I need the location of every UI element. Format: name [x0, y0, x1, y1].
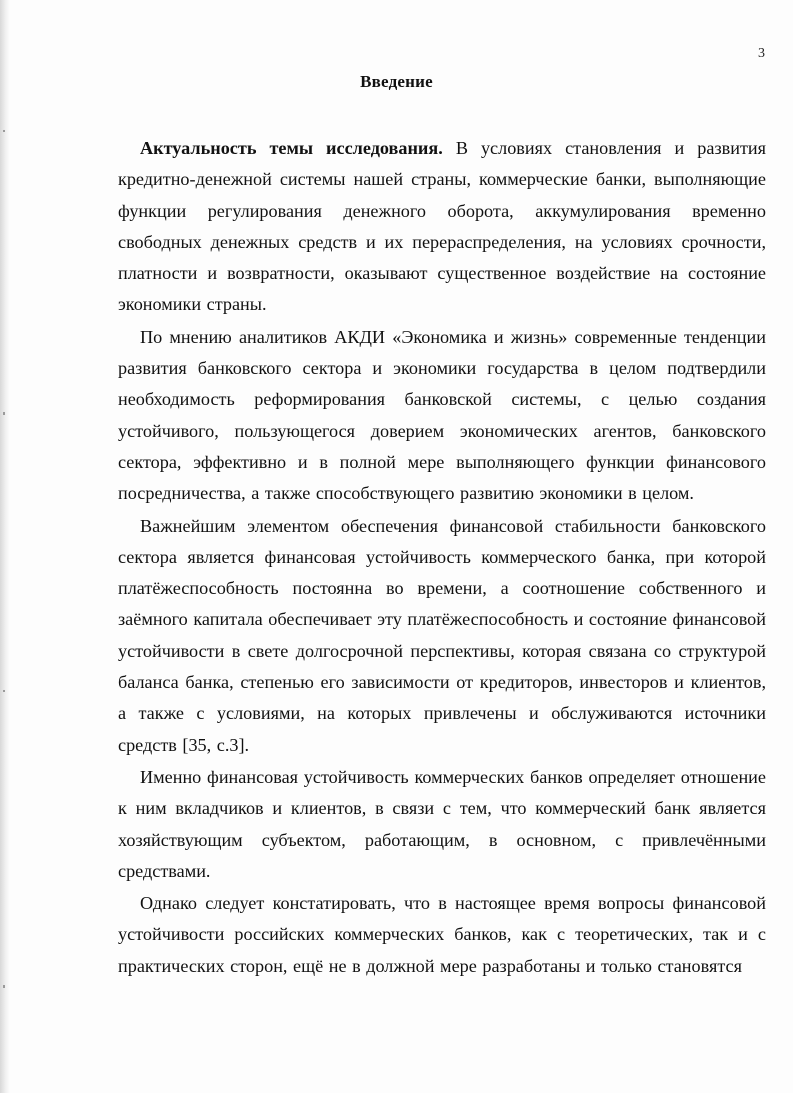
- scan-artifact: [3, 412, 5, 415]
- body-text: [118, 133, 766, 982]
- paragraph-text: В условиях становления и развития кредитно-денежной системы нашей страны, коммерческие банки, выполняющие функции регулирования денежного оборота, аккумулирования временно свободных денежных средств и их перераспределения, на условиях срочности, платности и возвратности, оказывают существенное воздействие на состояние экономики страны.: [118, 138, 767, 315]
- scan-artifact: [3, 985, 5, 988]
- paragraph: Именно финансовая устойчивость коммерческих банков определяет отношение к ним вкладчиков и клиентов, в связи с тем, что коммерческий банк является хозяйствующим субъектом, работающим, в основном, с привлечёнными средствами.: [118, 766, 766, 881]
- page-title: Введение: [360, 72, 433, 91]
- scan-edge: [0, 0, 10, 1093]
- paragraph: [118, 133, 766, 321]
- page-number: 3: [758, 46, 765, 61]
- paragraph-lead: Актуальность темы исследования.: [140, 138, 443, 158]
- paragraph: Важнейшим элементом обеспечения финансовой стабильности банковского сектора является финансовая устойчивость коммерческого банка, при которой платёжеспособность постоянна во времени, а соотношение собственного и заёмного капитала обеспечивает эту платёжеспособность и состояние финансовой устойчивости в свете долгосрочной перспективы, которая связана со структурой баланса банка, степенью его зависимости от кредиторов, инвесторов и клиентов, а также с условиями, на которых привлечены и обслуживаются источники средств [35, с.3].: [118, 515, 766, 755]
- scan-artifact: [3, 690, 5, 692]
- paragraph: По мнению аналитиков АКДИ «Экономика и жизнь» современные тенденции развития банковского сектора и экономики государства в целом подтвердили необходимость реформирования банковской системы, с целью создания устойчивого, пользующегося доверием экономических агентов, банковского сектора, эффективно и в полной мере выполняющего функции финансового посредничества, а также способствующего развитию экономики в целом.: [118, 326, 766, 504]
- scan-artifact: [3, 130, 5, 132]
- paragraph: Однако следует констатировать, что в настоящее время вопросы финансовой устойчивости российских коммерческих банков, как с теоретических, так и с практических сторон, ещё не в должной мере разработаны и только становятся: [118, 893, 766, 976]
